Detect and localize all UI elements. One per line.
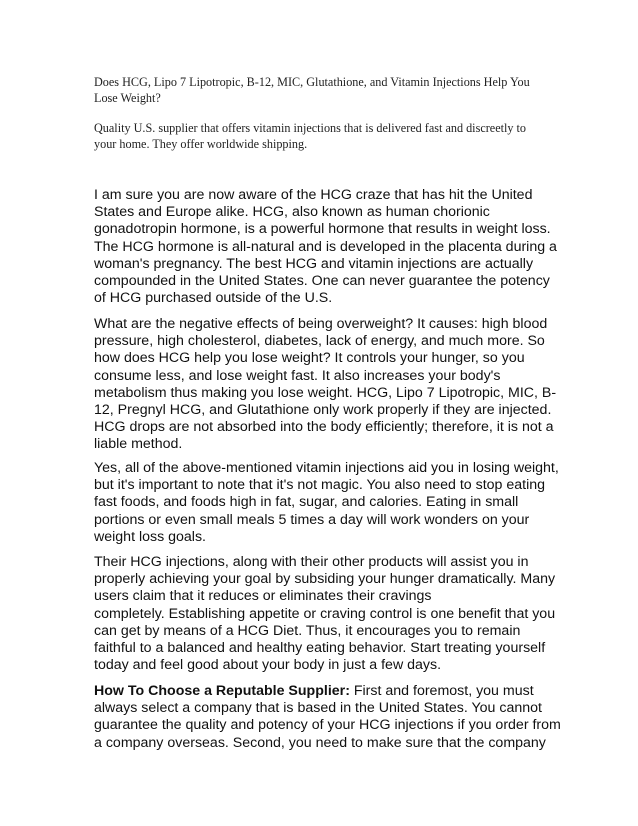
paragraph-line: Their HCG injections, along with their other products will assist you in bbox=[94, 554, 529, 570]
paragraph-line: always select a company that is based in the United States. You cannot bbox=[94, 700, 542, 717]
paragraph-hcg-injections bbox=[94, 554, 564, 674]
paragraph-line: a company overseas. Second, you need to make sure that the company bbox=[94, 734, 546, 751]
paragraph-line: metabolism thus making you lose weight. HCG, Lipo 7 Lipotropic, MIC, B- bbox=[94, 384, 557, 401]
paragraph-line: of HCG purchased outside of the U.S. bbox=[94, 290, 333, 307]
paragraph-negative-effects bbox=[94, 316, 564, 454]
paragraph-line: today and feel good about your body in just a few days. bbox=[94, 657, 442, 674]
paragraph-line: Yes, all of the above-mentioned vitamin injections aid you in losing weight, bbox=[94, 460, 559, 476]
paragraph-line: The HCG hormone is all-natural and is developed in the placenta during a bbox=[94, 238, 557, 255]
paragraph-line: What are the negative effects of being overweight? It causes: high blood bbox=[94, 316, 548, 332]
section-heading: How To Choose a Reputable Supplier: bbox=[94, 683, 350, 699]
paragraph-line bbox=[94, 683, 564, 700]
paragraph-line: but it's important to note that it's not magic. You also need to stop eating bbox=[94, 477, 546, 494]
paragraph-line: can get by means of a HCG Diet. Thus, it encourages you to remain bbox=[94, 622, 521, 639]
paragraph-line: HCG drops are not absorbed into the body efficiently; therefore, it is not a bbox=[94, 419, 554, 436]
paragraph-line: users claim that it reduces or eliminates their cravings bbox=[94, 588, 432, 605]
paragraph-line: woman's pregnancy. The best HCG and vitamin injections are actually bbox=[94, 255, 534, 272]
heading-line-rest: First and foremost, you must bbox=[349, 683, 534, 699]
paragraph-line: liable method. bbox=[94, 436, 183, 453]
title-line: Lose Weight? bbox=[94, 91, 161, 105]
blurb-line: Quality U.S. supplier that offers vitamin injections that is delivered fast and discreetly to bbox=[94, 121, 526, 135]
paragraph-intro bbox=[94, 187, 564, 307]
paragraph-choose-supplier bbox=[94, 683, 564, 752]
paragraph-line: weight loss goals. bbox=[94, 528, 206, 545]
paragraph-line: faithful to a balanced and healthy eating behavior. Start treating yourself bbox=[94, 640, 546, 657]
paragraph-line: pressure, high cholesterol, diabetes, lack of energy, and much more. So bbox=[94, 333, 545, 350]
paragraph-line: I am sure you are now aware of the HCG craze that has hit the United bbox=[94, 187, 533, 203]
paragraph-line: gonadotropin hormone, is a powerful hormone that results in weight loss. bbox=[94, 221, 551, 238]
blurb-line: your home. They offer worldwide shipping. bbox=[94, 137, 308, 151]
paragraph-not-magic bbox=[94, 460, 564, 546]
document-title bbox=[94, 74, 564, 106]
paragraph-line: guarantee the quality and potency of your HCG injections if you order from bbox=[94, 717, 561, 734]
title-line: Does HCG, Lipo 7 Lipotropic, B-12, MIC, Glutathione, and Vitamin Injections Help You bbox=[94, 75, 530, 89]
paragraph-line: 12, Pregnyl HCG, and Glutathione only work properly if they are injected. bbox=[94, 402, 552, 419]
paragraph-line: completely. Establishing appetite or craving control is one benefit that you bbox=[94, 605, 556, 622]
paragraph-line: portions or even small meals 5 times a day will work wonders on your bbox=[94, 511, 530, 528]
paragraph-line: fast foods, and foods high in fat, sugar, and calories. Eating in small bbox=[94, 494, 519, 511]
supplier-blurb bbox=[94, 120, 564, 152]
paragraph-line: properly achieving your goal by subsiding your hunger dramatically. Many bbox=[94, 571, 556, 588]
paragraph-line: how does HCG help you lose weight? It controls your hunger, so you bbox=[94, 350, 525, 367]
paragraph-line: States and Europe alike. HCG, also known as human chorionic bbox=[94, 204, 490, 221]
paragraph-line: consume less, and lose weight fast. It also increases your body's bbox=[94, 367, 501, 384]
paragraph-line: compounded in the United States. One can never guarantee the potency bbox=[94, 273, 550, 290]
